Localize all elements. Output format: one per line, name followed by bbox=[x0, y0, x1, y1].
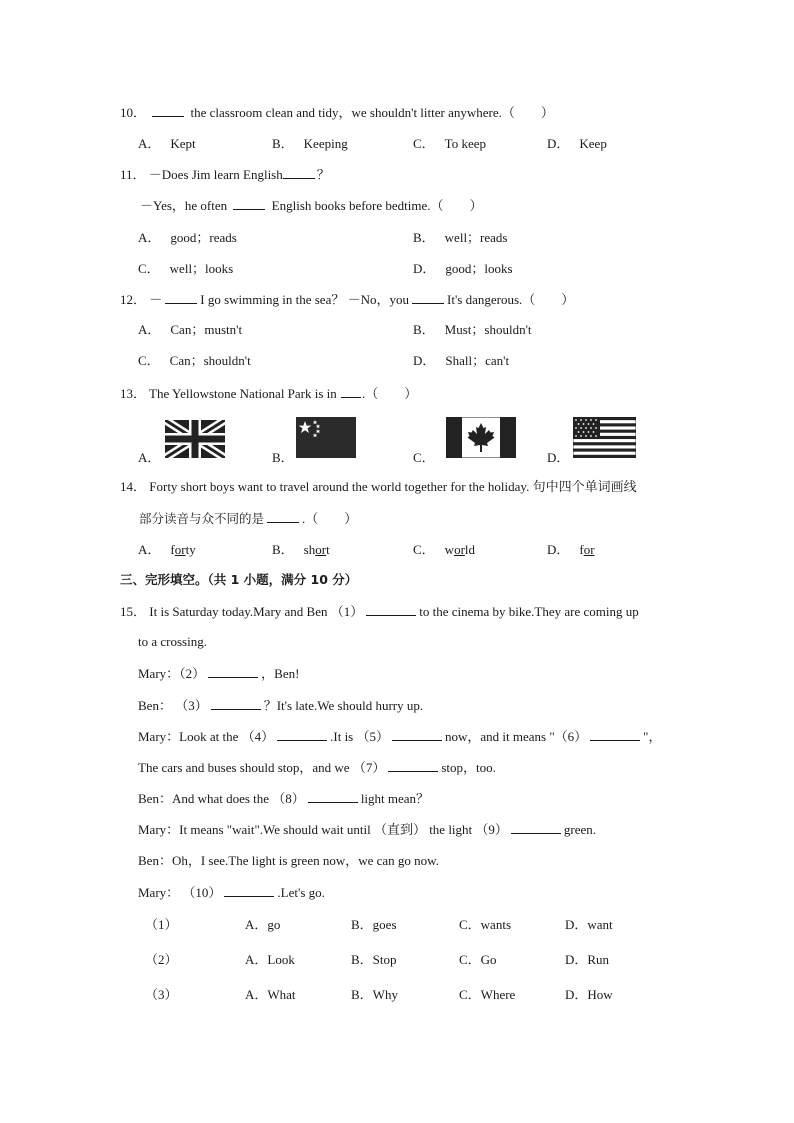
q15-blank-5 bbox=[392, 728, 442, 741]
q15-line-4: Ben： （3） ？It's late.We should hurry up. bbox=[138, 698, 424, 713]
q14-option-c[interactable]: C． world bbox=[413, 542, 476, 557]
q14-option-a[interactable]: A． forty bbox=[138, 542, 196, 557]
q14-stem-line1: 14． Forty short boys want to travel around the world together for the holiday. 句中四个单词画线 bbox=[120, 479, 637, 494]
q15-blank-7 bbox=[388, 759, 438, 772]
q15-line-8: Mary：It means "wait".We should wait until （直到） the light （9） green. bbox=[138, 822, 597, 837]
q15-line-6: The cars and buses should stop，and we （7） stop，too. bbox=[138, 760, 496, 775]
q12-option-b[interactable]: B． Must；shouldn't bbox=[413, 322, 532, 337]
answer-row-1-option-a[interactable]: A．go bbox=[245, 917, 281, 932]
q13-option-a[interactable]: A． bbox=[138, 450, 161, 465]
answer-row-2-option-d[interactable]: D．Run bbox=[565, 952, 610, 967]
q15-number: 15． bbox=[120, 604, 147, 619]
q15-blank-2 bbox=[208, 665, 258, 678]
q15-blank-8 bbox=[308, 790, 358, 803]
q15-line-1: 15． It is Saturday today.Mary and Ben （1） to the cinema by bike.They are coming up bbox=[120, 604, 639, 619]
q11-option-d[interactable]: D． good；looks bbox=[413, 261, 513, 276]
q10-option-a[interactable]: A． Kept bbox=[138, 136, 196, 151]
q11-option-a[interactable]: A． good；reads bbox=[138, 230, 237, 245]
answer-row-2-option-b[interactable]: B．Stop bbox=[351, 952, 397, 967]
q13-number: 13． bbox=[120, 386, 147, 401]
q12-option-d[interactable]: D． Shall；can't bbox=[413, 353, 510, 368]
answer-row-3-option-b[interactable]: B．Why bbox=[351, 987, 398, 1002]
q15-line-2: to a crossing. bbox=[138, 634, 207, 649]
q11-stem-line2: －Yes，he often English books before bedtime.（ ） bbox=[140, 198, 483, 213]
q15-blank-6 bbox=[590, 728, 640, 741]
answer-row-2-label: （2） bbox=[145, 952, 178, 967]
answer-row-1-option-d[interactable]: D．want bbox=[565, 917, 613, 932]
answer-row-3-label: （3） bbox=[145, 987, 178, 1002]
q15-blank-1 bbox=[366, 603, 416, 616]
answer-row-1-option-c[interactable]: C．wants bbox=[459, 917, 512, 932]
q10-option-c[interactable]: C． To keep bbox=[413, 136, 486, 151]
q11-option-c[interactable]: C． well；looks bbox=[138, 261, 234, 276]
q12-option-c[interactable]: C． Can；shouldn't bbox=[138, 353, 251, 368]
q14-number: 14． bbox=[120, 479, 147, 494]
canada-flag-icon bbox=[446, 417, 516, 458]
china-flag-icon bbox=[296, 417, 356, 458]
q12-number: 12． bbox=[120, 292, 147, 307]
q11-option-b[interactable]: B． well；reads bbox=[413, 230, 508, 245]
q15-line-3: Mary：（2） ，Ben! bbox=[138, 666, 300, 681]
q10-number: 10． bbox=[120, 105, 147, 120]
q15-blank-3 bbox=[211, 697, 261, 710]
q15-line-5: Mary：Look at the （4） .It is （5） now，and it means "（6） "， bbox=[138, 729, 662, 744]
answer-row-1-label: （1） bbox=[145, 917, 178, 932]
answer-row-3-option-c[interactable]: C．Where bbox=[459, 987, 516, 1002]
section-3-heading: 三、完形填空。（共 1 小题，满分 10 分） bbox=[120, 572, 358, 587]
uk-flag-icon bbox=[165, 420, 225, 458]
q15-line-9: Ben：Oh，I see.The light is green now，we can go now. bbox=[138, 853, 439, 868]
answer-row-2-option-a[interactable]: A．Look bbox=[245, 952, 295, 967]
q11-blank-2 bbox=[233, 197, 265, 210]
q10-stem-text: the classroom clean and tidy，we shouldn't litter anywhere.（ ） bbox=[190, 105, 554, 120]
q13-option-c[interactable]: C． bbox=[413, 450, 435, 465]
q10-option-b[interactable]: B． Keeping bbox=[272, 136, 348, 151]
q11-number: 11． bbox=[120, 167, 146, 182]
q11-stem-line1: 11． －Does Jim learn English ？ bbox=[120, 167, 330, 182]
q12-option-a[interactable]: A． Can；mustn't bbox=[138, 322, 243, 337]
q14-stem-line2: 部分读音与众不同的是 .（ ） bbox=[139, 511, 358, 526]
q14-option-b[interactable]: B． short bbox=[272, 542, 330, 557]
q10-blank bbox=[152, 104, 184, 117]
q11-blank-1 bbox=[283, 166, 315, 179]
q10-option-d[interactable]: D． Keep bbox=[547, 136, 607, 151]
q13-option-b[interactable]: B． bbox=[272, 450, 294, 465]
q13-option-d[interactable]: D． bbox=[547, 450, 570, 465]
q15-line-10: Mary： （10） .Let's go. bbox=[138, 885, 325, 900]
answer-row-2-option-c[interactable]: C．Go bbox=[459, 952, 497, 967]
q15-blank-10 bbox=[224, 884, 274, 897]
answer-row-1-option-b[interactable]: B．goes bbox=[351, 917, 397, 932]
q15-blank-4 bbox=[277, 728, 327, 741]
q15-line-7: Ben：And what does the （8） light mean？ bbox=[138, 791, 430, 806]
q12-stem: 12． － I go swimming in the sea？ －No，you It's dangerous.（ ） bbox=[120, 292, 575, 307]
q13-blank bbox=[341, 385, 361, 398]
usa-flag-icon bbox=[573, 417, 636, 458]
q12-blank-2 bbox=[412, 291, 444, 304]
answer-row-3-option-a[interactable]: A．What bbox=[245, 987, 296, 1002]
answer-row-3-option-d[interactable]: D．How bbox=[565, 987, 613, 1002]
q14-blank bbox=[267, 510, 299, 523]
q14-option-d[interactable]: D． for bbox=[547, 542, 595, 557]
q13-stem: 13． The Yellowstone National Park is in .（ ） bbox=[120, 386, 418, 401]
q12-blank-1 bbox=[165, 291, 197, 304]
q15-blank-9 bbox=[511, 821, 561, 834]
q10-stem bbox=[120, 104, 554, 121]
